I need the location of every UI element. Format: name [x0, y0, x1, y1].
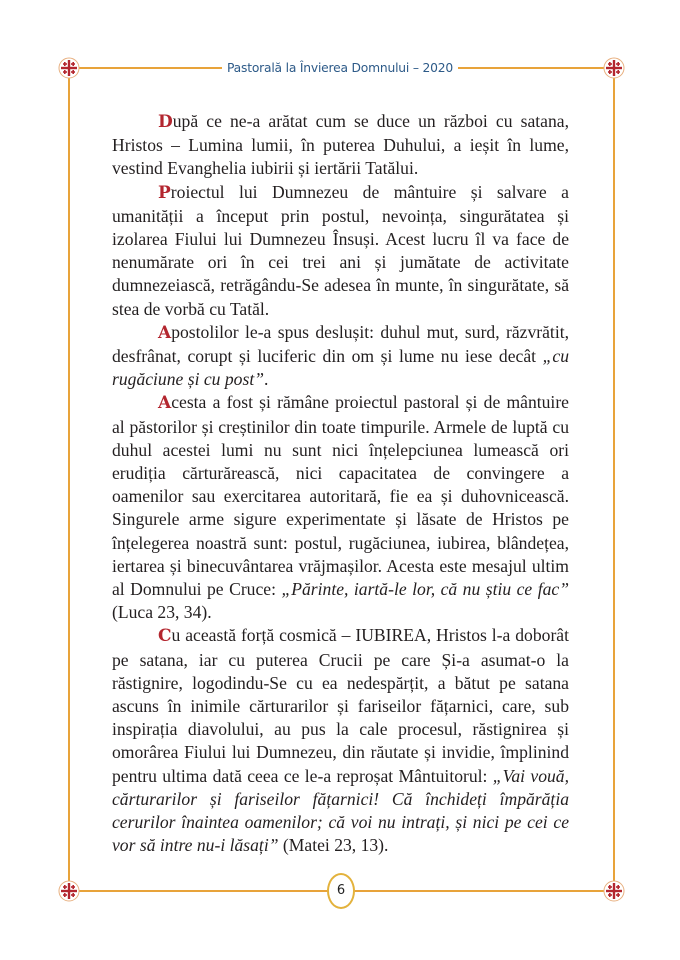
paragraph — [112, 110, 569, 181]
page-number: 6 — [327, 873, 355, 909]
running-header: Pastorală la Învierea Domnului – 2020 — [222, 58, 458, 78]
drop-cap: A — [158, 322, 172, 343]
paragraph — [112, 624, 569, 857]
frame-left-line — [68, 69, 70, 891]
citation-text: (Luca 23, 34). — [112, 602, 212, 623]
drop-cap: P — [158, 182, 171, 203]
paragraph — [112, 181, 569, 321]
paragraph-text: cesta a fost și rămâne proiectul pastoral și de mântuire al păstorilor și creștinilor din toate timpurile. Armele de luptă cu duhul acestei lumi nu sunt nici înțelepciunea lumească ori erudiția cărturărească, nici capacitatea de convingere a oamenilor sau exercitarea autoritară, fie ea și duhovnicească. Singurele arme sigure experimentate și lăsate de Hristos pe înțelegerea noastră sunt: postul, rugăciunea, iubirea, blândețea, iertarea și binecuvântarea vrăjmașilor. Acesta este mesajul ultim al Domnului pe Cruce: — [112, 392, 569, 600]
paragraph — [112, 321, 569, 392]
quote-text: „cu rugăciune și cu post” — [112, 346, 569, 390]
quote-text: „Vai vouă, cărturarilor și fariseilor fățarnici! Că închideți împărăția cerurilor înaintea oamenilor; că voi nu intrați, și nici pe cei ce vor să intre nu-i lăsați” — [112, 765, 570, 856]
drop-cap: C — [158, 626, 172, 647]
paragraph-text: postolilor le-a spus deslușit: duhul mut, surd, răzvrătit, desfrânat, corupt și luciferic din om și lume nu iese decât — [112, 321, 569, 367]
jerusalem-cross-icon — [603, 880, 625, 902]
jerusalem-cross-icon — [603, 57, 625, 79]
jerusalem-cross-icon — [58, 880, 80, 902]
drop-cap: D — [158, 112, 173, 132]
drop-cap: A — [158, 393, 172, 414]
paragraph-text: u această forță cosmică – IUBIREA, Hristos l-a doborât pe satana, iar cu puterea Crucii pe care Și-a asumat-o la răstignire, logodindu-Se cu ea nedespărțit, a bătut pe satana ascuns în inimile cărturarilor și fariseilor fățarnici, care, sub inspirația diavolului, au pus la cale procesul, răstignirea și omorârea Fiului lui Dumnezeu, din răutate și invidie, împlinind pentru ultima dată ceea ce le-a reproșat Mântuitorul: — [112, 625, 569, 786]
citation-text: (Matei 23, 13). — [278, 835, 389, 856]
paragraph-text: upă ce ne-a arătat cum se duce un război cu satana, Hristos – Lumina lumii, în puterea Duhului, a ieșit în lume, vestind Evanghelia iubirii și iertării Tatălui. — [112, 111, 569, 179]
frame-right-line — [613, 69, 615, 891]
paragraph-text: . — [264, 369, 269, 390]
body-text — [112, 110, 569, 858]
paragraph-text: roiectul lui Dumnezeu de mântuire și salvare a umanității a început prin postul, nevoința, singurătatea și izolarea Fiului lui Dumnezeu Însuși. Acest lucru îl va face de nenumărate ori în cei trei ani și jumătate de activitate dumnezeiască, retrăgându-Se adesea în munte, în singurătate, să stea de vorbă cu Tatăl. — [112, 181, 569, 319]
paragraph — [112, 391, 569, 624]
quote-text: „Părinte, iartă-le lor, că nu știu ce fac” — [281, 579, 569, 600]
jerusalem-cross-icon — [58, 57, 80, 79]
